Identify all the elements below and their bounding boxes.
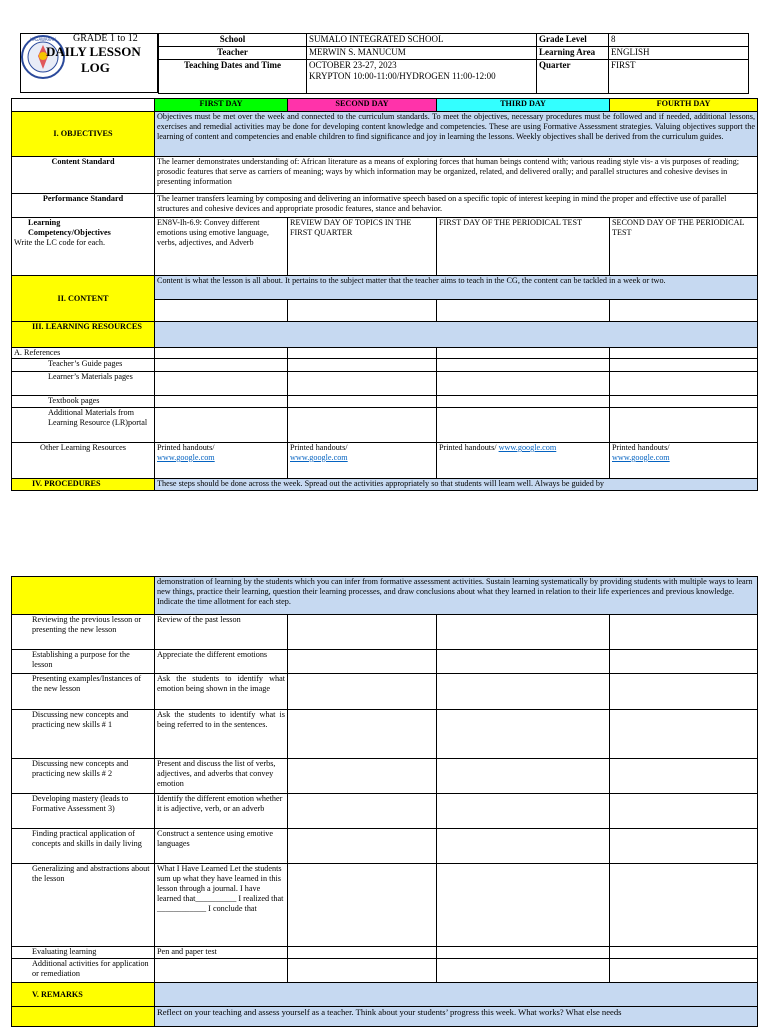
learning-area-value: ENGLISH	[609, 47, 749, 60]
proc-day4	[610, 759, 758, 794]
proc-row-day1: Ask the students to identify what is being referred to in the sentences.	[155, 710, 288, 759]
proc-day2	[288, 759, 437, 794]
other-day4	[610, 443, 758, 479]
add-day3	[437, 408, 610, 443]
proc-day3	[437, 947, 610, 959]
proc-day2	[288, 710, 437, 759]
proc-day3	[437, 759, 610, 794]
teacher-value: MERWIN S. MANUCUM	[307, 47, 537, 60]
day1-header: FIRST DAY	[155, 99, 288, 112]
tg-day1	[155, 359, 288, 372]
dates-line: OCTOBER 23-27, 2023	[309, 60, 397, 70]
proc-day3	[437, 650, 610, 674]
proc-row-day1: Identify the different emotion whether it is adjective, verb, or an adverb	[155, 794, 288, 829]
proc-row-day1: Present and discuss the list of verbs, adjectives, and adverbs that convey emotion	[155, 759, 288, 794]
procedures-text-part1: These steps should be done across the week. Spread out the activities appropriately so that students will learn well. Always be guided by	[155, 479, 758, 491]
textbook-label: Textbook pages	[12, 396, 155, 408]
proc-day2	[288, 794, 437, 829]
content-day4	[610, 300, 758, 322]
grade-title-box	[20, 33, 158, 93]
content-day1	[155, 300, 288, 322]
proc-row-label: Presenting examples/Instances of the new lesson	[12, 674, 155, 710]
content-day2	[288, 300, 437, 322]
printed-text: Printed handouts/	[439, 443, 497, 452]
proc-row-label: Establishing a purpose for the lesson	[12, 650, 155, 674]
proc-row-label: Discussing new concepts and practicing new skills # 2	[12, 759, 155, 794]
tg-day3	[437, 359, 610, 372]
proc-row-label: Generalizing and abstractions about the lesson	[12, 864, 155, 947]
proc-row-day1: Pen and paper test	[155, 947, 288, 959]
printed-text: Printed handouts/	[157, 443, 215, 452]
proc-row-label: Developing mastery (leads to Formative Assessment 3)	[12, 794, 155, 829]
competency-label-1: Learning	[28, 218, 61, 227]
proc-day4	[610, 829, 758, 864]
content-day3	[437, 300, 610, 322]
proc-day2	[288, 959, 437, 983]
procedures-text-part2: demonstration of learning by the students which you can infer from formative assessment activities. Sustain learning systematically by providing students with multiple ways to learn new things, practice their learning, question their learning processes, and draw conclusions about what they learned in relation to their life experiences and previous knowledge. Indicate the time allotment for each step.	[155, 577, 758, 615]
proc-day3	[437, 710, 610, 759]
teachers-guide-label: Teacher’s Guide pages	[12, 359, 155, 372]
procedures-label: IV. PROCEDURES	[12, 479, 155, 491]
teacher-label: Teacher	[159, 47, 307, 60]
proc-row-label: Additional activities for application or remediation	[12, 959, 155, 983]
proc-day3	[437, 959, 610, 983]
proc-day4	[610, 959, 758, 983]
proc-row-day1: What I Have Learned Let the students sum up what they have learned in this lesson through a journal. I have learned that__________ I realized that ____________ I conclude that	[155, 864, 288, 947]
proc-day3	[437, 674, 610, 710]
other-day1	[155, 443, 288, 479]
dll-table-page2	[11, 576, 758, 1027]
proc-day4	[610, 947, 758, 959]
proc-day4	[610, 710, 758, 759]
proc-row-label: Evaluating learning	[12, 947, 155, 959]
reflection-text: Reflect on your teaching and assess yourself as a teacher. Think about your students’ progress this week. What works? What else needs	[155, 1007, 758, 1027]
competency-label	[12, 218, 155, 276]
google-link[interactable]: www.google.com	[157, 453, 215, 462]
content-standard-text: The learner demonstrates understanding of: African literature as a means of exploring forces that human beings contend with; various reading style vis- a vis purposes of reading; prosodic features that serve as carriers of meaning; ways by which information may be organized, related, and delivered orally; and parallel structures and cohesive devises in presenting information	[155, 157, 758, 194]
proc-row-day1: Ask the students to identify what emotion being shown in the image	[155, 674, 288, 710]
day3-header: THIRD DAY	[437, 99, 610, 112]
proc-row-day1: Construct a sentence using emotive languages	[155, 829, 288, 864]
proc-day4	[610, 650, 758, 674]
other-resources-label: Other Learning Resources	[12, 443, 155, 479]
day4-header: FOURTH DAY	[610, 99, 758, 112]
add-day4	[610, 408, 758, 443]
day2-header: SECOND DAY	[288, 99, 437, 112]
svg-text:KAGAWARAN: KAGAWARAN	[30, 37, 56, 42]
google-link[interactable]: www.google.com	[612, 453, 670, 462]
tb-day3	[437, 396, 610, 408]
learning-resources-band	[155, 322, 758, 348]
proc-day4	[610, 864, 758, 947]
proc-row-label: Reviewing the previous lesson or presenting the new lesson	[12, 615, 155, 650]
dates-label: Teaching Dates and Time	[159, 60, 307, 94]
tb-day2	[288, 396, 437, 408]
proc-day3	[437, 794, 610, 829]
procedures-label-cont	[12, 577, 155, 615]
ref-day2	[288, 348, 437, 359]
header-info-table	[158, 33, 749, 94]
proc-day3	[437, 864, 610, 947]
dll-title-line2: LOG	[81, 60, 110, 75]
lm-day4	[610, 372, 758, 396]
competency-day4: SECOND DAY OF THE PERIODICAL TEST	[610, 218, 758, 276]
objectives-label: I. OBJECTIVES	[12, 112, 155, 157]
tb-day4	[610, 396, 758, 408]
grade-range: GRADE 1 to 12	[73, 33, 138, 44]
printed-text: Printed handouts/	[612, 443, 670, 452]
competency-day2: REVIEW DAY OF TOPICS IN THE FIRST QUARTER	[288, 218, 437, 276]
proc-row-day1	[155, 959, 288, 983]
google-link[interactable]: www.google.com	[498, 443, 557, 452]
proc-day4	[610, 615, 758, 650]
ref-day4	[610, 348, 758, 359]
competency-day1: EN8V-Ih-6.9: Convey different emotions using emotive language, verbs, adjectives, and Adverb	[155, 218, 288, 276]
school-label: School	[159, 34, 307, 47]
dll-title-line1: DAILY LESSON	[46, 44, 141, 59]
proc-row-day1: Appreciate the different emotions	[155, 650, 288, 674]
remarks-label: V. REMARKS	[12, 983, 155, 1007]
content-standard-label: Content Standard	[12, 157, 155, 194]
references-label: A. References	[12, 348, 155, 359]
performance-standard-text: The learner transfers learning by composing and delivering an informative speech based on a specific topic of interest keeping in mind the proper and effective use of parallel structures and cohesive devices and appropriate prosodic features, stance and behavior.	[155, 194, 758, 218]
lm-day3	[437, 372, 610, 396]
tg-day4	[610, 359, 758, 372]
tg-day2	[288, 359, 437, 372]
dates-value	[307, 60, 537, 94]
lm-day2	[288, 372, 437, 396]
grade-level-value: 8	[609, 34, 749, 47]
proc-day2	[288, 864, 437, 947]
add-day2	[288, 408, 437, 443]
proc-day2	[288, 615, 437, 650]
quarter-value: FIRST	[609, 60, 749, 94]
learning-area-label: Learning Area	[537, 47, 609, 60]
objectives-text: Objectives must be met over the week and connected to the curriculum standards. To meet the objectives, necessary procedures must be followed and if needed, additional lessons, exercises and remedial activities may be done for developing content knowledge and competencies. These are using Formative Assessment strategies. Valuing objectives support the learning of content and competencies and enable children to find significance and joy in learning the lessons. Weekly objectives shall be derived from the curriculum guides.	[155, 112, 758, 157]
competency-label-2: Competency/Objectives	[28, 228, 111, 237]
proc-day2	[288, 650, 437, 674]
proc-day2	[288, 674, 437, 710]
ref-day3	[437, 348, 610, 359]
performance-standard-label: Performance Standard	[12, 194, 155, 218]
other-day3	[437, 443, 610, 479]
competency-day3: FIRST DAY OF THE PERIODICAL TEST	[437, 218, 610, 276]
learners-materials-label: Learner’s Materials pages	[12, 372, 155, 396]
proc-day4	[610, 674, 758, 710]
printed-text: Printed handouts/	[290, 443, 348, 452]
time-line: KRYPTON 10:00-11:00/HYDROGEN 11:00-12:00	[309, 70, 496, 81]
days-corner	[12, 99, 155, 112]
proc-row-label: Finding practical application of concepts and skills in daily living	[12, 829, 155, 864]
proc-day2	[288, 829, 437, 864]
proc-day4	[610, 794, 758, 829]
google-link[interactable]: www.google.com	[290, 453, 348, 462]
competency-label-3: Write the LC code for each.	[14, 238, 106, 247]
dll-table-page1	[11, 98, 758, 491]
add-day1	[155, 408, 288, 443]
proc-day3	[437, 615, 610, 650]
tb-day1	[155, 396, 288, 408]
other-day2	[288, 443, 437, 479]
content-label: II. CONTENT	[12, 276, 155, 322]
proc-day2	[288, 947, 437, 959]
proc-row-label: Discussing new concepts and practicing new skills # 1	[12, 710, 155, 759]
remarks-band	[155, 983, 758, 1007]
additional-materials-label: Additional Materials from Learning Resource (LR)portal	[12, 408, 155, 443]
grade-level-label: Grade Level	[537, 34, 609, 47]
quarter-label: Quarter	[537, 60, 609, 94]
content-text: Content is what the lesson is all about. It pertains to the subject matter that the teacher aims to teach in the CG, the content can be tackled in a week or two.	[155, 276, 758, 300]
learning-resources-label: III. LEARNING RESOURCES	[12, 322, 155, 348]
ref-day1	[155, 348, 288, 359]
proc-row-day1: Review of the past lesson	[155, 615, 288, 650]
proc-day3	[437, 829, 610, 864]
school-value: SUMALO INTEGRATED SCHOOL	[307, 34, 537, 47]
lm-day1	[155, 372, 288, 396]
